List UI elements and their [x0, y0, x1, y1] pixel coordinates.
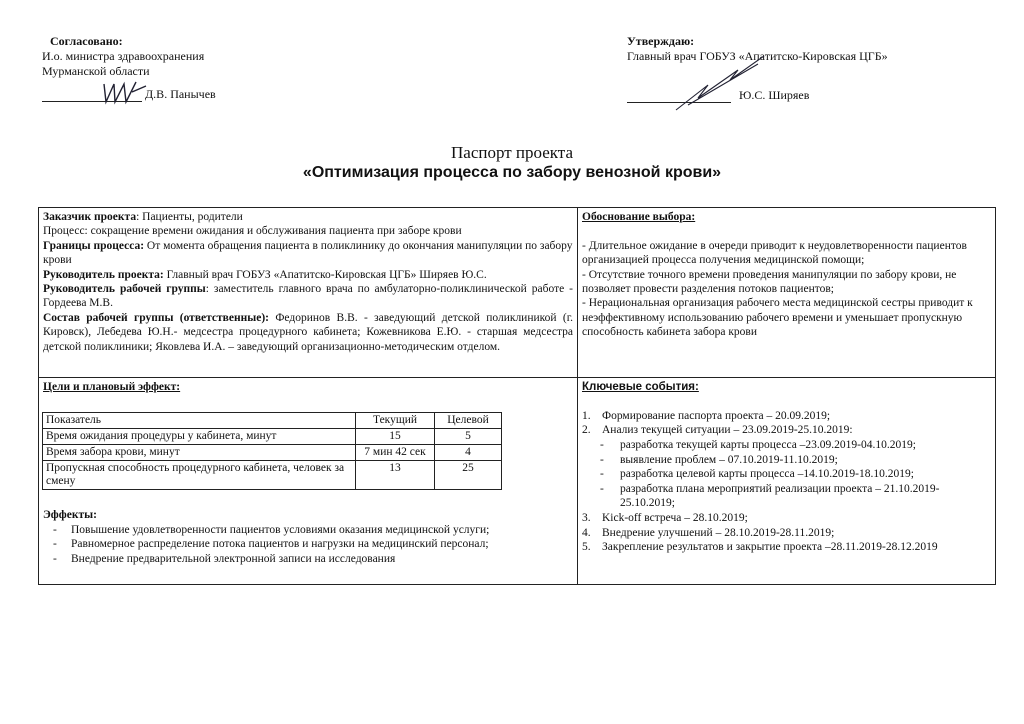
event-number: 3. — [582, 511, 591, 524]
dash-marker: - — [600, 439, 604, 451]
list-item: - Повышение удовлетворенности пациентов условиями оказания медицинской услуги; — [71, 523, 573, 537]
dash-marker: - — [600, 482, 604, 495]
event-number: 1. — [582, 409, 591, 422]
goals-cell — [39, 378, 578, 584]
event-item — [582, 409, 991, 424]
event-subitem — [582, 453, 991, 468]
leader-value: Главный врач ГОБУЗ «Апатитско-Кировская ЦГБ» Ширяев Ю.С. — [163, 268, 487, 281]
approval-label: Согласовано: — [50, 34, 123, 48]
table-row — [43, 461, 502, 490]
approval-region: Мурманской области — [42, 64, 150, 78]
approve-signer: Ю.С. Ширяев — [739, 88, 810, 102]
approve-position: Главный врач ГОБУЗ «Апатитско-Кировская ЦГБ» — [627, 49, 888, 63]
table-cell: 5 — [435, 429, 502, 445]
title-line-2: «Оптимизация процесса по забору венозной крови» — [302, 164, 722, 181]
event-text: Анализ текущей ситуации – 23.09.2019-25.10.2019: — [602, 424, 853, 437]
approve-label: Утверждаю: — [627, 34, 695, 48]
rationale-item: - Отсутствие точного времени проведения манипуляции по забору крови, не позволяет провести разделения потоков пациентов; — [582, 268, 957, 296]
event-item — [582, 540, 991, 555]
table-cell: 25 — [435, 461, 502, 490]
leader-label: Руководитель проекта: — [43, 268, 164, 281]
effects-heading: Эффекты: — [43, 509, 97, 522]
list-item: - Равномерное распределение потока пациентов и нагрузки на медицинский персонал; — [71, 537, 573, 551]
event-item — [582, 423, 991, 438]
dash-marker: - — [600, 468, 604, 481]
customer-value: : Пациенты, родители — [136, 211, 243, 223]
header-current: Текущий — [356, 413, 435, 429]
event-text: Внедрение улучшений – 28.10.2019-28.11.2019; — [602, 526, 835, 539]
approval-signer: Д.В. Панычев — [145, 87, 216, 101]
event-text: разработка целевой карты процесса –14.10.2019-18.10.2019; — [620, 468, 914, 481]
events-cell — [578, 378, 995, 584]
event-text: Kick-off встреча – 28.10.2019; — [602, 511, 748, 524]
group-leader-label: Руководитель рабочей группы — [43, 283, 206, 296]
rationale-item: - Длительное ожидание в очереди приводит к неудовлетворенности пациентов организацией процесса получения медицинской помощи; — [582, 239, 967, 267]
table-cell: 4 — [435, 445, 502, 461]
group-leader-value: : заместитель главного врача по амбулаторно-поликлинической работе - Гордеева М.В. — [43, 283, 574, 310]
approval-position: И.о. министра здравоохранения — [42, 49, 205, 63]
bounds-value: От момента обращения пациента в поликлинику до окончания манипуляции по забору крови — [43, 239, 573, 267]
table-cell: Время ожидания процедуры у кабинета, минут — [43, 429, 356, 445]
event-text: выявление проблем – 07.10.2019-11.10.2019; — [620, 453, 838, 466]
effects-list — [43, 523, 573, 566]
event-item — [582, 511, 991, 526]
table-header-row — [43, 413, 502, 429]
kpi-table — [42, 412, 502, 490]
table-cell: 13 — [356, 461, 435, 490]
table-cell: 7 мин 42 сек — [356, 445, 435, 461]
event-item — [582, 526, 991, 541]
event-text: Формирование паспорта проекта – 20.09.2019; — [602, 409, 831, 422]
passport-table — [38, 207, 996, 585]
team-value: Федоринов В.В. - заведующий детской поликлиникой (г. Кировск), Лебедева Ю.Н.- медсестра процедурного кабинета; Кожевникова Е.Ю. - старшая медсестра детской поликлиники; Яковлева И.А. – заведующий организационно-методическим отделом. — [43, 311, 574, 353]
customer-label: Заказчик проекта — [43, 211, 137, 223]
team-label: Состав рабочей группы (ответственные): — [43, 311, 269, 324]
events-list — [582, 409, 991, 555]
approval-signature-row — [42, 87, 342, 102]
table-cell: 15 — [356, 429, 435, 445]
title-line-1: Паспорт проекта — [451, 143, 573, 162]
approval-block — [42, 34, 342, 102]
goals-heading: Цели и плановый эффект: — [43, 381, 181, 393]
rationale-heading: Обоснование выбора: — [582, 211, 696, 223]
event-text: разработка текущей карты процесса –23.09.2019-04.10.2019; — [620, 439, 916, 451]
event-text: Закрепление результатов и закрытие проекта –28.11.2019-28.12.2019 — [602, 541, 938, 554]
list-item: - Внедрение предварительной электронной записи на исследования — [71, 552, 573, 566]
rationale-item: - Нерациональная организация рабочего места медицинской сестры приводит к неэффективному использованию рабочего времени и уменьшает пропускную способность кабинета забора крови — [582, 297, 973, 339]
table-row — [43, 429, 502, 445]
process-text: Процесс: сокращение времени ожидания и обслуживания пациента при заборе крови — [43, 225, 462, 238]
event-text: разработка плана мероприятий реализации проекта – 21.10.2019-25.10.2019; — [620, 482, 940, 510]
table-cell: Пропускная способность процедурного кабинета, человек за смену — [43, 461, 356, 490]
event-subitem — [582, 438, 991, 453]
header-target: Целевой — [435, 413, 502, 429]
bounds-label: Границы процесса: — [43, 239, 145, 252]
event-number: 2. — [582, 424, 591, 437]
document-title — [0, 143, 1024, 183]
events-heading: Ключевые события: — [582, 381, 699, 393]
event-subitem — [582, 482, 991, 511]
signature-mark-right — [668, 50, 768, 120]
table-cell: Время забора крови, минут — [43, 445, 356, 461]
rationale-cell — [578, 208, 995, 378]
signature-mark-left — [100, 80, 150, 110]
event-subitem — [582, 467, 991, 482]
event-number: 5. — [582, 541, 591, 554]
dash-marker: - — [600, 453, 604, 466]
table-row — [43, 445, 502, 461]
event-number: 4. — [582, 526, 591, 539]
project-info-cell — [39, 208, 578, 378]
header-indicator: Показатель — [43, 413, 356, 429]
